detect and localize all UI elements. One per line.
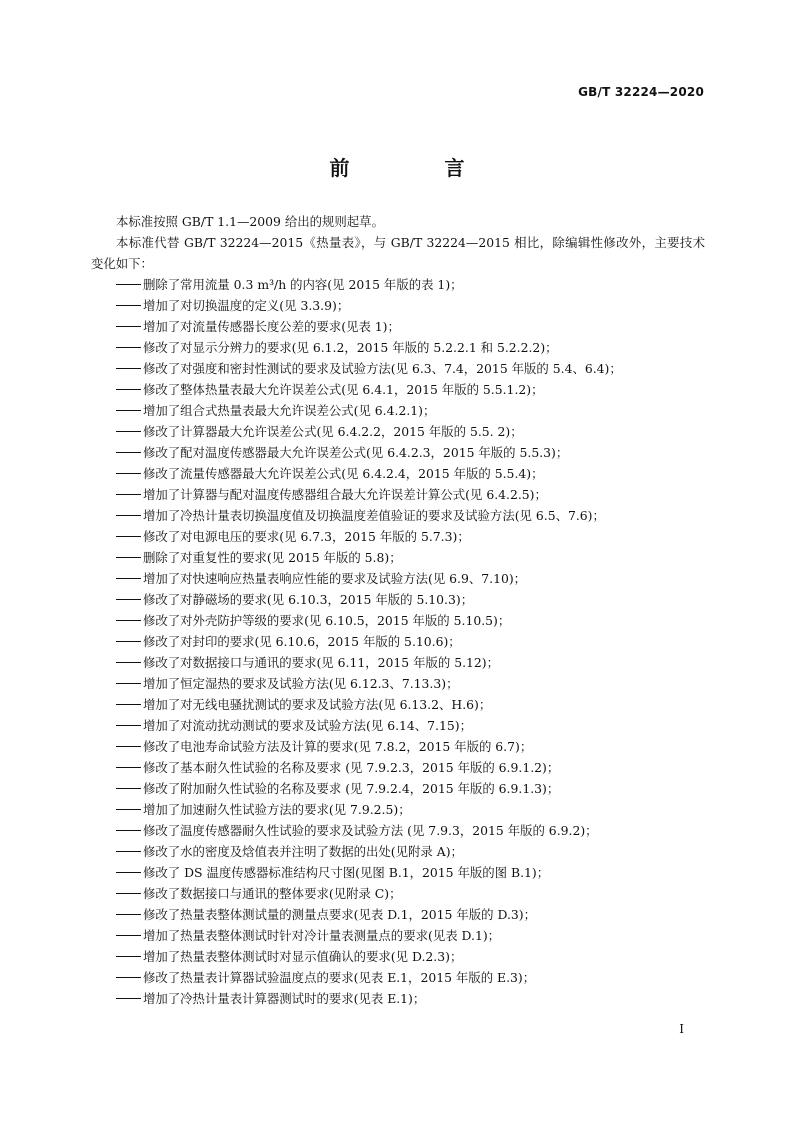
list-item	[91, 799, 705, 820]
list-item-text: 删除了常用流量 0.3 m³/h 的内容(见 2015 年版的表 1)；	[143, 277, 463, 292]
em-dash-mark	[116, 809, 141, 810]
em-dash-mark	[116, 431, 141, 432]
em-dash-mark	[116, 683, 141, 684]
list-item	[91, 295, 705, 316]
page-title: 前 言	[329, 156, 509, 180]
em-dash-mark	[116, 872, 141, 873]
list-item	[91, 421, 705, 442]
list-item-text: 修改了数据接口与通讯的整体要求(见附录 C)；	[143, 886, 402, 901]
em-dash-mark	[116, 830, 141, 831]
list-item-text: 修改了温度传感器耐久性试验的要求及试验方法 (见 7.9.3，2015 年版的 6.9.2)；	[143, 823, 598, 838]
list-item-text: 增加了热量表整体测试时对显示值确认的要求(见 D.2.3)；	[143, 949, 463, 964]
list-item	[91, 400, 705, 421]
list-item	[91, 568, 705, 589]
list-item-text: 修改了对显示分辨力的要求(见 6.1.2，2015 年版的 5.2.2.1 和 5.2.2.2)；	[143, 340, 558, 355]
list-item	[91, 820, 705, 841]
em-dash-mark	[116, 662, 141, 663]
list-item-text: 修改了水的密度及焓值表并注明了数据的出处(见附录 A)；	[143, 844, 463, 859]
list-item-text: 修改了对强度和密封性测试的要求及试验方法(见 6.3、7.4，2015 年版的 5.4、6.4)；	[143, 361, 622, 376]
list-item	[91, 379, 705, 400]
list-item-text: 增加了对流动扰动测试的要求及试验方法(见 6.14、7.15)；	[143, 718, 472, 733]
list-item-text: 修改了 DS 温度传感器标准结构尺寸图(见图 B.1，2015 年版的图 B.1)；	[143, 865, 550, 880]
list-item	[91, 904, 705, 925]
em-dash-mark	[116, 494, 141, 495]
list-item	[91, 988, 705, 1009]
list-item	[91, 736, 705, 757]
em-dash-mark	[116, 914, 141, 915]
list-item-text: 修改了配对温度传感器最大允许误差公式(见 6.4.2.3，2015 年版的 5.5.3)；	[143, 445, 569, 460]
list-item	[91, 967, 705, 988]
list-item	[91, 757, 705, 778]
list-item-text: 增加了冷热计量表计算器测试时的要求(见表 E.1)；	[143, 991, 426, 1006]
em-dash-mark	[116, 620, 141, 621]
em-dash-mark	[116, 410, 141, 411]
em-dash-mark	[116, 893, 141, 894]
list-item-text: 修改了附加耐久性试验的名称及要求 (见 7.9.2.4，2015 年版的 6.9.1.3)；	[143, 781, 560, 796]
list-item	[91, 547, 705, 568]
list-item	[91, 841, 705, 862]
list-item-text: 修改了对外壳防护等级的要求(见 6.10.5，2015 年版的 5.10.5)；	[143, 613, 511, 628]
list-item-text: 修改了基本耐久性试验的名称及要求 (见 7.9.2.3，2015 年版的 6.9.1.2)；	[143, 760, 560, 775]
em-dash-mark	[116, 704, 141, 705]
em-dash-mark	[116, 599, 141, 600]
em-dash-mark	[116, 746, 141, 747]
list-item-text: 修改了整体热量表最大允许误差公式(见 6.4.1，2015 年版的 5.5.1.2)；	[143, 382, 544, 397]
list-item	[91, 463, 705, 484]
list-item-text: 增加了对无线电骚扰测试的要求及试验方法(见 6.13.2、H.6)；	[143, 697, 492, 712]
intro-paragraph: 本标准按照 GB/T 1.1—2009 给出的规则起草。	[116, 214, 384, 229]
list-item-text: 删除了对重复性的要求(见 2015 年版的 5.8)；	[143, 550, 402, 565]
list-item	[91, 631, 705, 652]
list-item-text: 增加了热量表整体测试时针对冷计量表测量点的要求(见表 D.1)；	[143, 928, 501, 943]
list-item-text: 修改了热量表计算器试验温度点的要求(见表 E.1，2015 年版的 E.3)；	[143, 970, 536, 985]
em-dash-mark	[116, 956, 141, 957]
list-item	[91, 862, 705, 883]
em-dash-mark	[116, 641, 141, 642]
list-item	[91, 589, 705, 610]
em-dash-mark	[116, 452, 141, 453]
em-dash-mark	[116, 767, 141, 768]
list-item-text: 修改了电池寿命试验方法及计算的要求(见 7.8.2，2015 年版的 6.7)；	[143, 739, 533, 754]
document-body	[91, 211, 705, 1009]
em-dash-mark	[116, 788, 141, 789]
list-item	[91, 883, 705, 904]
em-dash-mark	[116, 578, 141, 579]
list-item-text: 修改了对电源电压的要求(见 6.7.3，2015 年版的 5.7.3)；	[143, 529, 470, 544]
em-dash-mark	[116, 515, 141, 516]
list-item-text: 增加了计算器与配对温度传感器组合最大允许误差计算公式(见 6.4.2.5)；	[143, 487, 547, 502]
list-item	[91, 358, 705, 379]
em-dash-mark	[116, 935, 141, 936]
replacement-paragraph: 本标准代替 GB/T 32224—2015《热量表》，与 GB/T 32224—2015 相比，除编辑性修改外，主要技术变化如下：	[91, 235, 705, 271]
list-item-text: 修改了计算器最大允许误差公式(见 6.4.2.2，2015 年版的 5.5. 2)；	[143, 424, 523, 439]
standard-number: GB/T 32224—2020	[578, 85, 704, 99]
list-item-text: 修改了对数据接口与通讯的要求(见 6.11，2015 年版的 5.12)；	[143, 655, 500, 670]
change-list	[91, 274, 705, 1009]
list-item	[91, 778, 705, 799]
em-dash-mark	[116, 347, 141, 348]
em-dash-mark	[116, 473, 141, 474]
list-item	[91, 337, 705, 358]
list-item	[91, 442, 705, 463]
em-dash-mark	[116, 851, 141, 852]
list-item	[91, 694, 705, 715]
list-item-text: 修改了对静磁场的要求(见 6.10.3，2015 年版的 5.10.3)；	[143, 592, 474, 607]
list-item	[91, 652, 705, 673]
list-item	[91, 274, 705, 295]
list-item-text: 增加了对流量传感器长度公差的要求(见表 1)；	[143, 319, 400, 334]
list-item	[91, 610, 705, 631]
list-item-text: 增加了组合式热量表最大允许误差公式(见 6.4.2.1)；	[143, 403, 436, 418]
em-dash-mark	[116, 977, 141, 978]
list-item-text: 增加了恒定湿热的要求及试验方法(见 6.12.3、7.13.3)；	[143, 676, 459, 691]
list-item	[91, 505, 705, 526]
em-dash-mark	[116, 998, 141, 999]
list-item	[91, 316, 705, 337]
em-dash-mark	[116, 536, 141, 537]
list-item	[91, 925, 705, 946]
em-dash-mark	[116, 725, 141, 726]
list-item-text: 修改了热量表整体测试量的测量点要求(见表 D.1，2015 年版的 D.3)；	[143, 907, 537, 922]
list-item-text: 增加了冷热计量表切换温度值及切换温度差值验证的要求及试验方法(见 6.5、7.6)；	[143, 508, 605, 523]
em-dash-mark	[116, 368, 141, 369]
list-item-text: 增加了对切换温度的定义(见 3.3.9)；	[143, 298, 350, 313]
list-item-text: 增加了对快速响应热量表响应性能的要求及试验方法(见 6.9、7.10)；	[143, 571, 527, 586]
list-item	[91, 484, 705, 505]
list-item-text: 修改了对封印的要求(见 6.10.6，2015 年版的 5.10.6)；	[143, 634, 461, 649]
page-number: I	[679, 1022, 684, 1036]
em-dash-mark	[116, 389, 141, 390]
list-item	[91, 673, 705, 694]
list-item	[91, 715, 705, 736]
em-dash-mark	[116, 326, 141, 327]
list-item-text: 修改了流量传感器最大允许误差公式(见 6.4.2.4，2015 年版的 5.5.4)；	[143, 466, 544, 481]
em-dash-mark	[116, 305, 141, 306]
em-dash-mark	[116, 284, 141, 285]
list-item	[91, 526, 705, 547]
list-item-text: 增加了加速耐久性试验方法的要求(见 7.9.2.5)；	[143, 802, 411, 817]
list-item	[91, 946, 705, 967]
em-dash-mark	[116, 557, 141, 558]
